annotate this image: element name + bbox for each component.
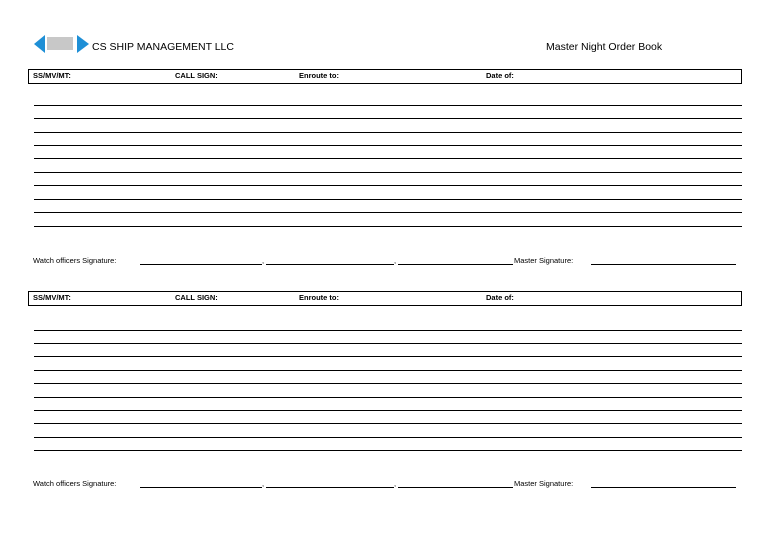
watch-signature-field[interactable] [398, 487, 513, 488]
order-line[interactable] [34, 212, 742, 213]
date-label: Date of: [486, 71, 514, 80]
order-line[interactable] [34, 226, 742, 227]
logo-center-block [47, 37, 73, 50]
enroute-label: Enroute to: [299, 293, 339, 302]
order-line[interactable] [34, 450, 742, 451]
order-line[interactable] [34, 132, 742, 133]
watch-signature-field[interactable] [398, 264, 513, 265]
order-line[interactable] [34, 158, 742, 159]
watch-signature-field[interactable] [140, 264, 262, 265]
signature-row-2: Watch officers Signature: , , Master Signature: [33, 479, 743, 491]
order-line[interactable] [34, 185, 742, 186]
order-line[interactable] [34, 118, 742, 119]
master-signature-field[interactable] [591, 487, 736, 488]
signature-row-1: Watch officers Signature: , , Master Signature: [33, 256, 743, 268]
company-name: CS SHIP MANAGEMENT LLC [92, 41, 234, 53]
order-header-box-2 [28, 291, 742, 306]
watch-signature-label: Watch officers Signature: [33, 479, 117, 488]
vessel-label: SS/MV/MT: [33, 293, 71, 302]
watch-signature-field[interactable] [266, 487, 394, 488]
order-line[interactable] [34, 330, 742, 331]
order-line[interactable] [34, 105, 742, 106]
order-line[interactable] [34, 343, 742, 344]
date-label: Date of: [486, 293, 514, 302]
right-arrow-icon [77, 35, 89, 53]
watch-signature-field[interactable] [140, 487, 262, 488]
call-sign-label: CALL SIGN: [175, 71, 218, 80]
watch-signature-field[interactable] [266, 264, 394, 265]
order-line[interactable] [34, 370, 742, 371]
master-signature-label: Master Signature: [514, 479, 574, 488]
order-line[interactable] [34, 356, 742, 357]
vessel-label: SS/MV/MT: [33, 71, 71, 80]
order-line[interactable] [34, 145, 742, 146]
order-line[interactable] [34, 423, 742, 424]
document-title: Master Night Order Book [546, 41, 663, 53]
enroute-label: Enroute to: [299, 71, 339, 80]
master-signature-field[interactable] [591, 264, 736, 265]
order-line[interactable] [34, 199, 742, 200]
order-line[interactable] [34, 397, 742, 398]
order-line[interactable] [34, 437, 742, 438]
call-sign-label: CALL SIGN: [175, 293, 218, 302]
master-signature-label: Master Signature: [514, 256, 574, 265]
order-line[interactable] [34, 410, 742, 411]
order-line[interactable] [34, 383, 742, 384]
company-logo [34, 35, 92, 53]
watch-signature-label: Watch officers Signature: [33, 256, 117, 265]
left-arrow-icon [34, 35, 45, 53]
order-line[interactable] [34, 172, 742, 173]
order-header-box-1 [28, 69, 742, 84]
